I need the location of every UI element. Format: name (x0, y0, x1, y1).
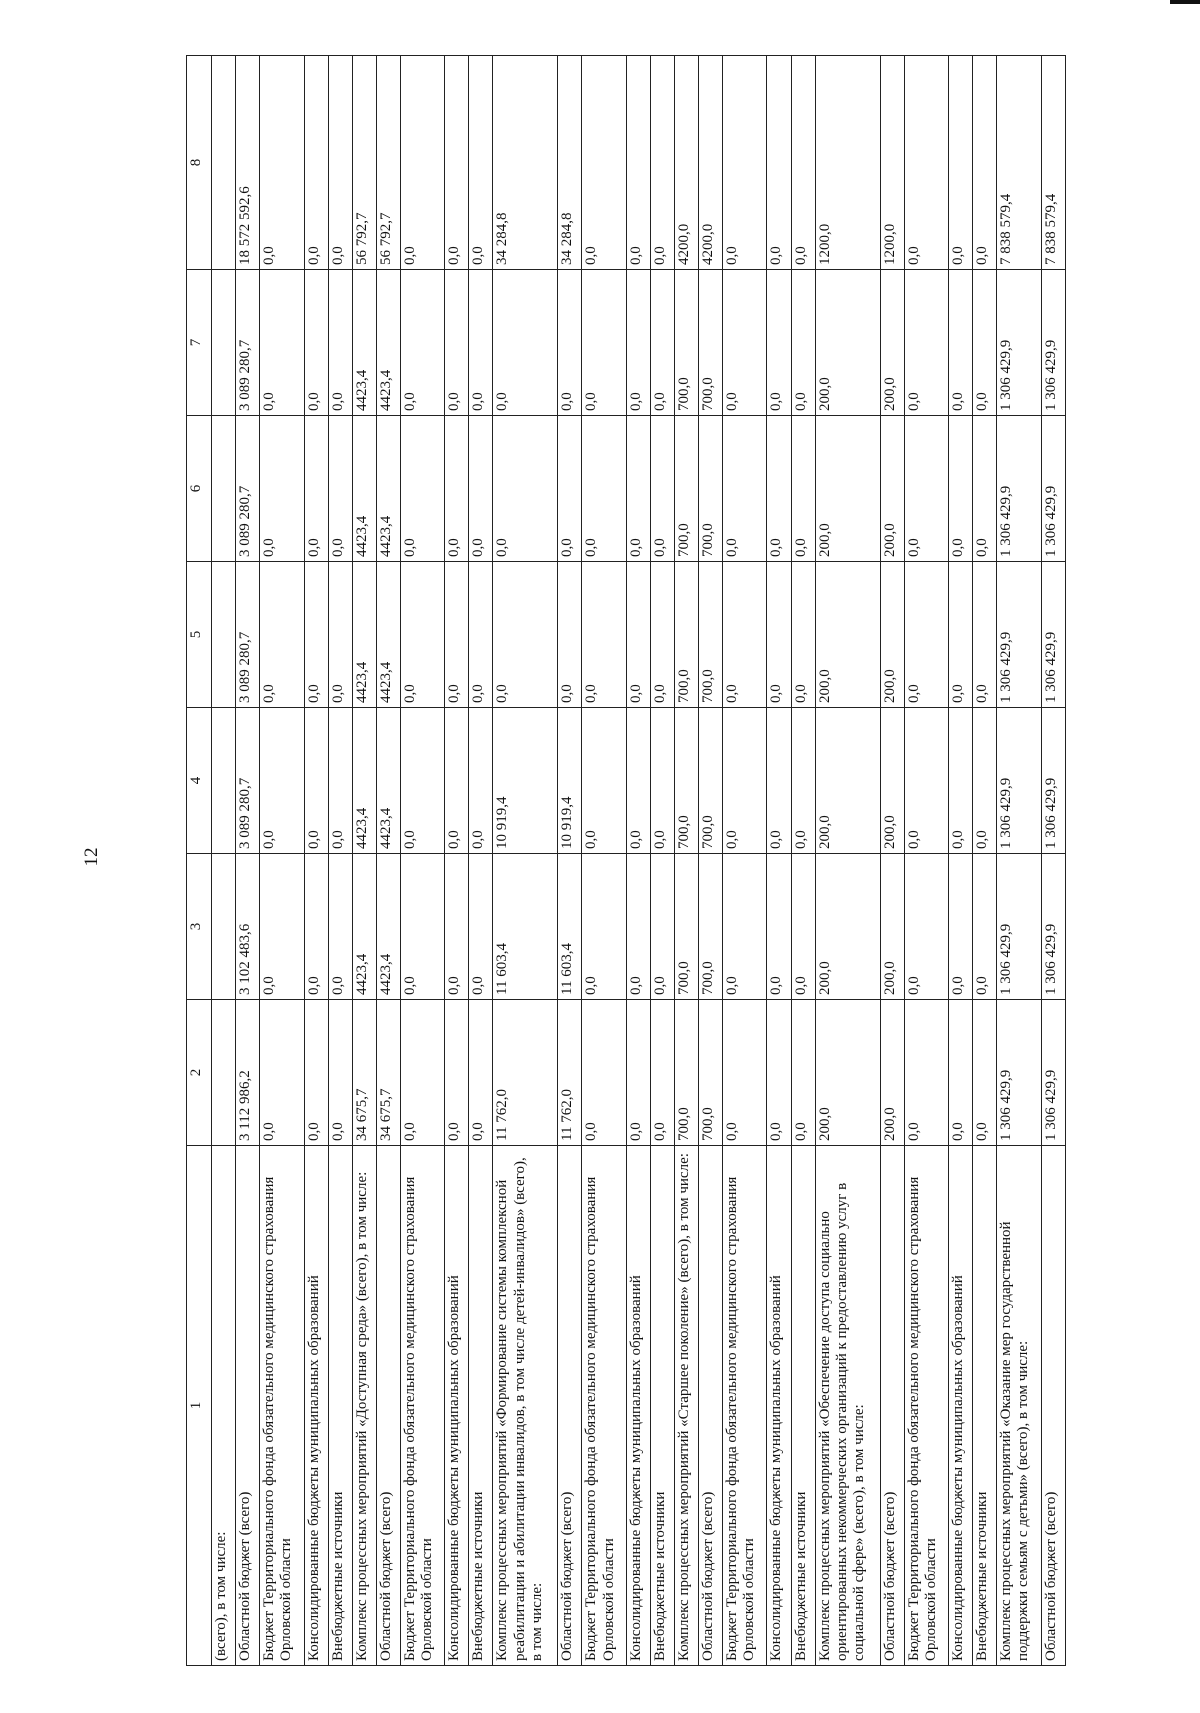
value-cell (212, 270, 236, 416)
value-cell: 0,0 (767, 562, 791, 708)
value-cell: 0,0 (445, 708, 469, 854)
value-cell: 1 306 429,9 (997, 708, 1042, 854)
value-cell: 0,0 (650, 708, 674, 854)
value-cell: 0,0 (445, 1000, 469, 1146)
value-cell: 0,0 (400, 562, 445, 708)
row-label: Областной бюджет (всего) (236, 1146, 260, 1666)
table-row (400, 56, 445, 1666)
value-cell: 700,0 (674, 854, 698, 1000)
value-cell: 0,0 (445, 56, 469, 270)
value-cell: 1 306 429,9 (997, 854, 1042, 1000)
value-cell: 0,0 (582, 270, 627, 416)
value-cell: 34 675,7 (376, 1000, 400, 1146)
value-cell: 1 306 429,9 (1041, 1000, 1065, 1146)
row-label: (всего), в том числе: (212, 1146, 236, 1666)
value-cell: 0,0 (767, 854, 791, 1000)
value-cell: 3 102 483,6 (236, 854, 260, 1000)
value-cell: 1 306 429,9 (997, 416, 1042, 562)
value-cell: 200,0 (880, 270, 904, 416)
value-cell: 0,0 (445, 270, 469, 416)
row-label: Консолидированные бюджеты муниципальных образований (949, 1146, 973, 1666)
column-header: 7 (187, 270, 212, 416)
value-cell: 3 089 280,7 (236, 270, 260, 416)
table-row (767, 56, 791, 1666)
value-cell: 7 838 579,4 (1041, 56, 1065, 270)
value-cell: 200,0 (815, 854, 880, 1000)
value-cell: 0,0 (626, 416, 650, 562)
value-cell: 0,0 (791, 56, 815, 270)
value-cell: 0,0 (791, 708, 815, 854)
table-row (236, 56, 260, 1666)
value-cell: 200,0 (880, 1000, 904, 1146)
value-cell: 0,0 (904, 270, 949, 416)
table-body (212, 56, 1066, 1666)
value-cell: 0,0 (973, 270, 997, 416)
value-cell: 0,0 (582, 708, 627, 854)
row-label: Комплекс процессных мероприятий «Оказание мер государственной поддержки семьям с детьми» (всего), в том числе: (997, 1146, 1042, 1666)
row-label: Бюджет Территориального фонда обязательного медицинского страхования Орловской области (400, 1146, 445, 1666)
value-cell: 0,0 (304, 416, 328, 562)
value-cell: 7 838 579,4 (997, 56, 1042, 270)
value-cell: 700,0 (698, 854, 722, 1000)
table-row (304, 56, 328, 1666)
value-cell: 1 306 429,9 (997, 1000, 1042, 1146)
value-cell: 0,0 (791, 416, 815, 562)
value-cell: 0,0 (582, 416, 627, 562)
value-cell: 4423,4 (376, 854, 400, 1000)
value-cell: 0,0 (949, 270, 973, 416)
row-label: Внебюджетные источники (650, 1146, 674, 1666)
value-cell: 4423,4 (352, 708, 376, 854)
value-cell: 0,0 (469, 56, 493, 270)
value-cell: 0,0 (626, 854, 650, 1000)
value-cell: 0,0 (445, 416, 469, 562)
row-label: Внебюджетные источники (791, 1146, 815, 1666)
value-cell: 0,0 (767, 56, 791, 270)
value-cell: 700,0 (698, 270, 722, 416)
value-cell: 0,0 (791, 270, 815, 416)
value-cell: 200,0 (815, 562, 880, 708)
value-cell: 0,0 (904, 708, 949, 854)
value-cell: 700,0 (674, 708, 698, 854)
value-cell: 11 762,0 (558, 1000, 582, 1146)
value-cell: 0,0 (650, 270, 674, 416)
value-cell: 0,0 (973, 416, 997, 562)
value-cell: 0,0 (328, 56, 352, 270)
value-cell: 0,0 (582, 562, 627, 708)
value-cell: 0,0 (973, 708, 997, 854)
table-row (880, 56, 904, 1666)
row-label: Областной бюджет (всего) (558, 1146, 582, 1666)
table-row (558, 56, 582, 1666)
table-row (1041, 56, 1065, 1666)
value-cell: 0,0 (328, 708, 352, 854)
value-cell: 0,0 (304, 562, 328, 708)
value-cell: 0,0 (558, 562, 582, 708)
row-label: Внебюджетные источники (328, 1146, 352, 1666)
value-cell: 0,0 (304, 1000, 328, 1146)
value-cell: 0,0 (304, 708, 328, 854)
value-cell: 4423,4 (376, 562, 400, 708)
value-cell: 200,0 (815, 1000, 880, 1146)
value-cell: 0,0 (328, 416, 352, 562)
value-cell: 0,0 (304, 854, 328, 1000)
value-cell: 0,0 (400, 854, 445, 1000)
row-label: Областной бюджет (всего) (698, 1146, 722, 1666)
page-number: 12 (81, 847, 102, 867)
value-cell: 0,0 (582, 1000, 627, 1146)
value-cell: 0,0 (469, 708, 493, 854)
value-cell: 200,0 (880, 708, 904, 854)
row-label: Областной бюджет (всего) (376, 1146, 400, 1666)
table-row (582, 56, 627, 1666)
row-label: Комплекс процессных мероприятий «Формирование системы комплексной реабилитации и абилитации инвалидов, в том числе детей-инвалидов» (всего), в том числе: (493, 1146, 558, 1666)
value-cell: 0,0 (973, 56, 997, 270)
row-label: Внебюджетные источники (973, 1146, 997, 1666)
row-label: Бюджет Территориального фонда обязательного медицинского страхования Орловской области (722, 1146, 767, 1666)
value-cell: 0,0 (722, 562, 767, 708)
value-cell: 3 112 986,2 (236, 1000, 260, 1146)
value-cell: 56 792,7 (352, 56, 376, 270)
row-label: Комплекс процессных мероприятий «Обеспечение доступа социально ориентированных некоммерческих организаций к предоставлению услуг в социальной сфере» (всего), в том числе: (815, 1146, 880, 1666)
value-cell: 4423,4 (352, 562, 376, 708)
table-row (997, 56, 1042, 1666)
value-cell: 1200,0 (880, 56, 904, 270)
value-cell: 1 306 429,9 (1041, 416, 1065, 562)
value-cell: 0,0 (400, 56, 445, 270)
value-cell: 4423,4 (352, 416, 376, 562)
value-cell: 0,0 (973, 1000, 997, 1146)
value-cell: 0,0 (949, 416, 973, 562)
value-cell: 0,0 (469, 416, 493, 562)
row-label: Консолидированные бюджеты муниципальных образований (445, 1146, 469, 1666)
value-cell: 700,0 (674, 1000, 698, 1146)
value-cell: 0,0 (722, 416, 767, 562)
value-cell: 11 603,4 (493, 854, 558, 1000)
value-cell: 0,0 (722, 1000, 767, 1146)
value-cell: 0,0 (328, 854, 352, 1000)
value-cell: 10 919,4 (493, 708, 558, 854)
value-cell: 0,0 (949, 854, 973, 1000)
value-cell: 200,0 (815, 270, 880, 416)
value-cell: 3 089 280,7 (236, 416, 260, 562)
value-cell (212, 56, 236, 270)
value-cell: 10 919,4 (558, 708, 582, 854)
value-cell: 200,0 (880, 562, 904, 708)
table-row (791, 56, 815, 1666)
value-cell: 0,0 (722, 270, 767, 416)
value-cell: 0,0 (469, 270, 493, 416)
value-cell: 200,0 (815, 708, 880, 854)
value-cell: 0,0 (260, 270, 305, 416)
value-cell: 0,0 (469, 1000, 493, 1146)
value-cell: 0,0 (650, 854, 674, 1000)
value-cell: 0,0 (767, 270, 791, 416)
value-cell: 0,0 (650, 562, 674, 708)
value-cell: 700,0 (674, 416, 698, 562)
value-cell: 0,0 (767, 708, 791, 854)
value-cell: 0,0 (469, 854, 493, 1000)
value-cell: 0,0 (949, 708, 973, 854)
value-cell: 0,0 (400, 708, 445, 854)
column-header: 2 (187, 1000, 212, 1146)
row-label: Бюджет Территориального фонда обязательного медицинского страхования Орловской области (260, 1146, 305, 1666)
value-cell (212, 854, 236, 1000)
value-cell: 0,0 (328, 1000, 352, 1146)
value-cell (212, 416, 236, 562)
value-cell: 0,0 (767, 1000, 791, 1146)
value-cell: 1 306 429,9 (1041, 854, 1065, 1000)
table-row (376, 56, 400, 1666)
value-cell: 700,0 (698, 562, 722, 708)
value-cell: 0,0 (767, 416, 791, 562)
value-cell (212, 1000, 236, 1146)
value-cell: 0,0 (260, 416, 305, 562)
table-row (493, 56, 558, 1666)
table-row (973, 56, 997, 1666)
value-cell: 0,0 (445, 854, 469, 1000)
table-row (650, 56, 674, 1666)
value-cell: 4423,4 (376, 708, 400, 854)
value-cell: 0,0 (626, 56, 650, 270)
row-label: Комплекс процессных мероприятий «Старшее поколение» (всего), в том числе: (674, 1146, 698, 1666)
value-cell: 0,0 (260, 1000, 305, 1146)
value-cell: 0,0 (650, 56, 674, 270)
row-label: Консолидированные бюджеты муниципальных образований (626, 1146, 650, 1666)
row-label: Областной бюджет (всего) (1041, 1146, 1065, 1666)
table-row (328, 56, 352, 1666)
value-cell: 0,0 (949, 1000, 973, 1146)
value-cell: 0,0 (650, 1000, 674, 1146)
value-cell: 0,0 (949, 562, 973, 708)
row-label: Бюджет Территориального фонда обязательного медицинского страхования Орловской области (582, 1146, 627, 1666)
value-cell: 0,0 (558, 270, 582, 416)
value-cell: 0,0 (626, 270, 650, 416)
value-cell: 11 603,4 (558, 854, 582, 1000)
value-cell: 4423,4 (376, 270, 400, 416)
table-row (352, 56, 376, 1666)
value-cell: 700,0 (698, 416, 722, 562)
value-cell: 0,0 (904, 1000, 949, 1146)
value-cell: 0,0 (493, 416, 558, 562)
value-cell: 4423,4 (352, 854, 376, 1000)
value-cell: 200,0 (815, 416, 880, 562)
value-cell: 0,0 (260, 708, 305, 854)
table-row (815, 56, 880, 1666)
value-cell: 0,0 (328, 562, 352, 708)
value-cell: 0,0 (304, 56, 328, 270)
table-row (904, 56, 949, 1666)
table-row (722, 56, 767, 1666)
table-row (212, 56, 236, 1666)
value-cell: 1 306 429,9 (1041, 562, 1065, 708)
value-cell: 0,0 (650, 416, 674, 562)
table-header-row (187, 56, 212, 1666)
value-cell (212, 562, 236, 708)
value-cell: 1200,0 (815, 56, 880, 270)
row-label: Внебюджетные источники (469, 1146, 493, 1666)
column-header: 5 (187, 562, 212, 708)
column-header: 8 (187, 56, 212, 270)
value-cell: 0,0 (626, 1000, 650, 1146)
value-cell: 11 762,0 (493, 1000, 558, 1146)
value-cell: 200,0 (880, 854, 904, 1000)
column-header: 1 (187, 1146, 212, 1666)
column-header: 3 (187, 854, 212, 1000)
row-label: Консолидированные бюджеты муниципальных образований (304, 1146, 328, 1666)
value-cell: 1 306 429,9 (997, 562, 1042, 708)
value-cell: 18 572 592,6 (236, 56, 260, 270)
value-cell: 0,0 (260, 56, 305, 270)
table-row (698, 56, 722, 1666)
value-cell: 0,0 (791, 854, 815, 1000)
table-row (949, 56, 973, 1666)
value-cell: 0,0 (626, 708, 650, 854)
value-cell: 0,0 (493, 562, 558, 708)
value-cell: 0,0 (558, 416, 582, 562)
table-row (445, 56, 469, 1666)
value-cell: 56 792,7 (376, 56, 400, 270)
value-cell: 4423,4 (376, 416, 400, 562)
row-label: Бюджет Территориального фонда обязательного медицинского страхования Орловской области (904, 1146, 949, 1666)
value-cell: 0,0 (791, 562, 815, 708)
row-label: Областной бюджет (всего) (880, 1146, 904, 1666)
value-cell: 0,0 (582, 56, 627, 270)
value-cell: 0,0 (722, 56, 767, 270)
value-cell: 700,0 (698, 1000, 722, 1146)
value-cell: 700,0 (674, 562, 698, 708)
value-cell: 0,0 (949, 56, 973, 270)
value-cell: 200,0 (880, 416, 904, 562)
value-cell: 700,0 (674, 270, 698, 416)
value-cell: 0,0 (493, 270, 558, 416)
column-header: 6 (187, 416, 212, 562)
value-cell: 3 089 280,7 (236, 562, 260, 708)
value-cell: 0,0 (582, 854, 627, 1000)
value-cell: 1 306 429,9 (997, 270, 1042, 416)
table-row (626, 56, 650, 1666)
value-cell: 0,0 (400, 416, 445, 562)
value-cell: 4200,0 (698, 56, 722, 270)
value-cell: 0,0 (260, 854, 305, 1000)
value-cell: 4200,0 (674, 56, 698, 270)
value-cell: 0,0 (791, 1000, 815, 1146)
value-cell: 0,0 (973, 562, 997, 708)
value-cell: 34 284,8 (558, 56, 582, 270)
value-cell: 1 306 429,9 (1041, 270, 1065, 416)
value-cell: 0,0 (328, 270, 352, 416)
value-cell: 0,0 (400, 270, 445, 416)
funding-table (186, 55, 1066, 1666)
table-row (469, 56, 493, 1666)
value-cell: 1 306 429,9 (1041, 708, 1065, 854)
value-cell: 0,0 (973, 854, 997, 1000)
value-cell: 4423,4 (352, 270, 376, 416)
value-cell (212, 708, 236, 854)
value-cell: 0,0 (400, 1000, 445, 1146)
column-header: 4 (187, 708, 212, 854)
value-cell: 0,0 (469, 562, 493, 708)
value-cell: 0,0 (904, 562, 949, 708)
value-cell: 0,0 (304, 270, 328, 416)
value-cell: 3 089 280,7 (236, 708, 260, 854)
value-cell: 0,0 (904, 56, 949, 270)
rotated-table-container (186, 56, 1066, 1666)
table-row (260, 56, 305, 1666)
value-cell: 0,0 (722, 708, 767, 854)
value-cell: 34 284,8 (493, 56, 558, 270)
value-cell: 34 675,7 (352, 1000, 376, 1146)
value-cell: 0,0 (904, 416, 949, 562)
row-label: Консолидированные бюджеты муниципальных образований (767, 1146, 791, 1666)
row-label: Комплекс процессных мероприятий «Доступная среда» (всего), в том числе: (352, 1146, 376, 1666)
value-cell: 0,0 (722, 854, 767, 1000)
corner-mark (1170, 0, 1200, 4)
value-cell: 0,0 (626, 562, 650, 708)
value-cell: 0,0 (445, 562, 469, 708)
value-cell: 0,0 (260, 562, 305, 708)
table-row (674, 56, 698, 1666)
value-cell: 700,0 (698, 708, 722, 854)
value-cell: 0,0 (904, 854, 949, 1000)
